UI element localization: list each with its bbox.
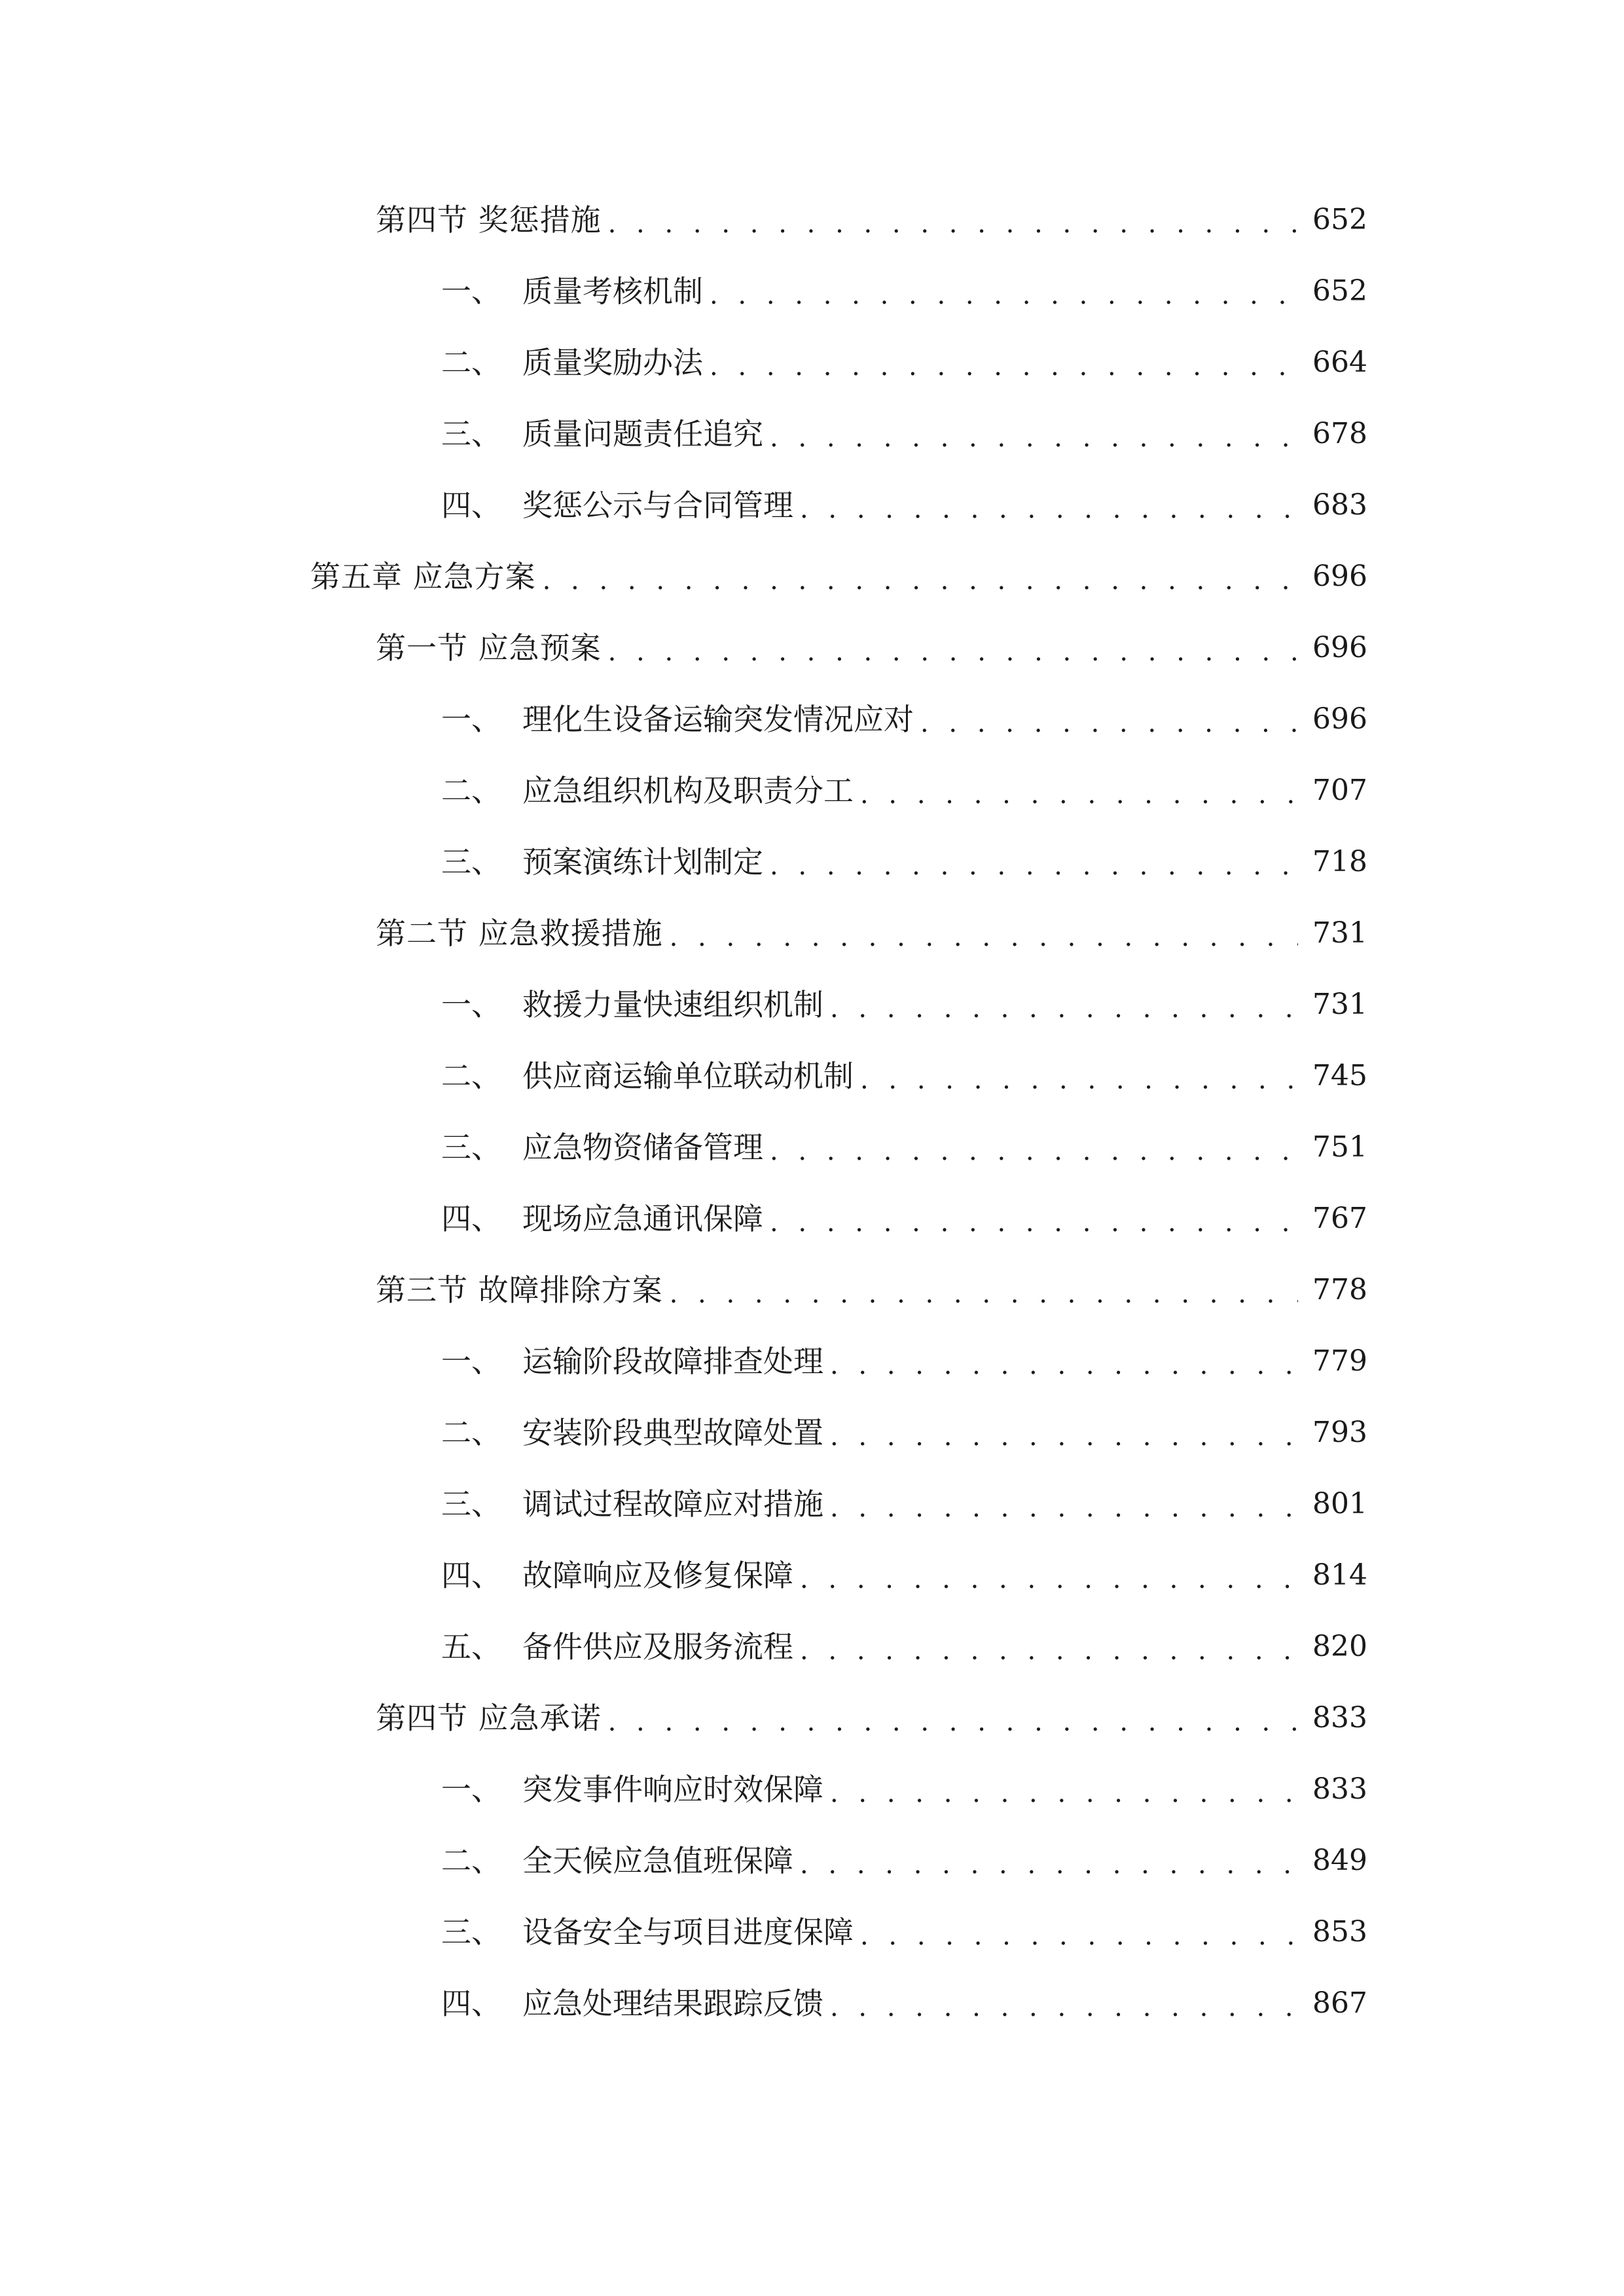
toc-entry-title: 设备安全与项目进度保障	[522, 1914, 854, 1950]
toc-entry-page: 801	[1312, 1487, 1367, 1520]
toc-entry-page: 814	[1312, 1558, 1367, 1592]
toc-entry-number: 一、	[441, 1344, 501, 1379]
toc-entry-title: 备件供应及服务流程	[522, 1629, 793, 1664]
toc-entry[interactable]	[441, 1335, 1367, 1388]
toc-entry-title: 质量考核机制	[522, 274, 703, 309]
toc-entry-number: 四、	[441, 488, 501, 523]
toc-entry-page: 767	[1312, 1202, 1367, 1235]
toc-dot-leader	[830, 1482, 1298, 1534]
toc-entry[interactable]	[441, 265, 1367, 317]
toc-entry-page: 853	[1312, 1915, 1367, 1948]
toc-entry-title: 救援力量快速组织机制	[522, 987, 823, 1022]
toc-dot-leader	[830, 1767, 1298, 1820]
toc-entry-title: 第四节 应急承诺	[376, 1700, 602, 1736]
toc-entry[interactable]	[441, 1549, 1367, 1602]
toc-entry-number: 三、	[441, 1130, 501, 1165]
toc-entry-title: 预案演练计划制定	[522, 844, 763, 880]
toc-entry-page: 849	[1312, 1844, 1367, 1877]
toc-entry[interactable]	[310, 550, 1367, 603]
toc-entry[interactable]	[441, 1835, 1367, 1887]
toc-entry-title: 供应商运输单位联动机制	[522, 1058, 854, 1094]
toc-entry-title: 奖惩公示与合同管理	[522, 488, 793, 523]
toc-dot-leader	[770, 840, 1298, 892]
toc-entry-title: 应急物资储备管理	[522, 1130, 763, 1165]
toc-entry[interactable]	[441, 479, 1367, 531]
toc-entry-page: 664	[1312, 346, 1367, 379]
toc-entry-title: 第五章 应急方案	[310, 559, 536, 594]
toc-entry-number: 一、	[441, 987, 501, 1022]
toc-entry[interactable]	[441, 1621, 1367, 1673]
toc-entry-page: 731	[1312, 916, 1367, 950]
toc-entry-number: 二、	[441, 345, 501, 380]
toc-entry-number: 三、	[441, 416, 501, 452]
toc-entry[interactable]	[441, 836, 1367, 888]
toc-entry-title: 应急组织机构及职责分工	[522, 773, 854, 808]
toc-entry-page: 833	[1312, 1772, 1367, 1806]
toc-entry-number: 二、	[441, 1058, 501, 1094]
toc-entry[interactable]	[441, 1050, 1367, 1102]
toc-dot-leader	[543, 554, 1298, 607]
toc-dot-leader	[830, 1410, 1298, 1463]
toc-entry[interactable]	[441, 693, 1367, 745]
toc-entry[interactable]	[376, 1264, 1367, 1316]
toc-entry-page: 678	[1312, 417, 1367, 450]
toc-dot-leader	[670, 1268, 1298, 1320]
toc-entry-page: 707	[1312, 774, 1367, 807]
toc-dot-leader	[830, 982, 1298, 1035]
toc-entry[interactable]	[376, 622, 1367, 674]
toc-entry[interactable]	[441, 1478, 1367, 1530]
toc-entry-page: 696	[1312, 702, 1367, 736]
toc-entry-page: 683	[1312, 488, 1367, 522]
toc-entry-number: 四、	[441, 1558, 501, 1593]
toc-entry-page: 718	[1312, 845, 1367, 878]
toc-entry[interactable]	[441, 1763, 1367, 1816]
toc-entry-number: 二、	[441, 1843, 501, 1878]
toc-entry-title: 现场应急通讯保障	[522, 1201, 763, 1236]
toc-entry-page: 793	[1312, 1416, 1367, 1449]
toc-entry-title: 质量奖励办法	[522, 345, 703, 380]
toc-entry[interactable]	[441, 1906, 1367, 1958]
toc-entry[interactable]	[376, 1692, 1367, 1744]
toc-entry-title: 突发事件响应时效保障	[522, 1772, 823, 1807]
toc-entry-title: 调试过程故障应对措施	[522, 1486, 823, 1522]
toc-dot-leader	[860, 768, 1298, 821]
toc-entry-number: 一、	[441, 274, 501, 309]
toc-entry[interactable]	[441, 336, 1367, 389]
toc-entry-number: 二、	[441, 773, 501, 808]
toc-entry-title: 安装阶段典型故障处置	[522, 1415, 823, 1450]
toc-entry-page: 652	[1312, 203, 1367, 236]
toc-entry-number: 四、	[441, 1201, 501, 1236]
toc-entry-page: 751	[1312, 1130, 1367, 1164]
toc-entry-title: 第三节 故障排除方案	[376, 1272, 663, 1308]
toc-entry-number: 五、	[441, 1629, 501, 1664]
toc-entry-page: 867	[1312, 1986, 1367, 2020]
toc-dot-leader	[670, 911, 1298, 963]
toc-entry[interactable]	[441, 1193, 1367, 1245]
toc-entry-page: 696	[1312, 631, 1367, 664]
toc-entry[interactable]	[441, 1407, 1367, 1459]
toc-dot-leader	[608, 626, 1298, 678]
toc-entry-title: 理化生设备运输突发情况应对	[522, 702, 914, 737]
toc-dot-leader	[800, 483, 1298, 535]
toc-dot-leader	[608, 1696, 1298, 1748]
toc-entry-title: 应急处理结果跟踪反馈	[522, 1986, 823, 2021]
toc-entry-title: 第一节 应急预案	[376, 630, 602, 666]
toc-dot-leader	[710, 269, 1298, 321]
toc-entry-page: 731	[1312, 988, 1367, 1021]
toc-entry-number: 三、	[441, 1914, 501, 1950]
toc-dot-leader	[860, 1910, 1298, 1962]
toc-entry-title: 第二节 应急救援措施	[376, 916, 663, 951]
toc-dot-leader	[770, 412, 1298, 464]
toc-entry-number: 三、	[441, 844, 501, 880]
toc-dot-leader	[800, 1839, 1298, 1891]
toc-entry-number: 一、	[441, 702, 501, 737]
toc-dot-leader	[770, 1196, 1298, 1249]
toc-entry[interactable]	[376, 907, 1367, 960]
toc-entry-page: 696	[1312, 560, 1367, 593]
toc-entry-number: 二、	[441, 1415, 501, 1450]
toc-dot-leader	[800, 1624, 1298, 1677]
toc-entry-title: 故障响应及修复保障	[522, 1558, 793, 1593]
toc-entry[interactable]	[376, 194, 1367, 246]
toc-entry-title: 运输阶段故障排查处理	[522, 1344, 823, 1379]
toc-entry-title: 第四节 奖惩措施	[376, 202, 602, 238]
toc-dot-leader	[830, 1339, 1298, 1391]
toc-entry-title: 质量问题责任追究	[522, 416, 763, 452]
toc-dot-leader	[920, 697, 1298, 749]
toc-dot-leader	[800, 1553, 1298, 1605]
toc-entry-number: 一、	[441, 1772, 501, 1807]
toc-dot-leader	[608, 198, 1298, 250]
toc-dot-leader	[770, 1125, 1298, 1177]
toc-entry-title: 全天候应急值班保障	[522, 1843, 793, 1878]
toc-entry-page: 833	[1312, 1701, 1367, 1734]
toc-entry-page: 779	[1312, 1344, 1367, 1378]
toc-dot-leader	[830, 1981, 1298, 2034]
toc-entry-page: 652	[1312, 274, 1367, 308]
toc-entry-page: 745	[1312, 1059, 1367, 1092]
toc-entry[interactable]	[441, 1121, 1367, 1174]
toc-entry[interactable]	[441, 1977, 1367, 2030]
toc-entry-page: 820	[1312, 1630, 1367, 1663]
toc-entry-page: 778	[1312, 1273, 1367, 1306]
toc-entry[interactable]	[441, 764, 1367, 817]
toc-entry[interactable]	[441, 408, 1367, 460]
toc-entry[interactable]	[441, 978, 1367, 1031]
toc-entry-number: 四、	[441, 1986, 501, 2021]
toc-entry-number: 三、	[441, 1486, 501, 1522]
toc-dot-leader	[710, 340, 1298, 393]
toc-dot-leader	[860, 1054, 1298, 1106]
